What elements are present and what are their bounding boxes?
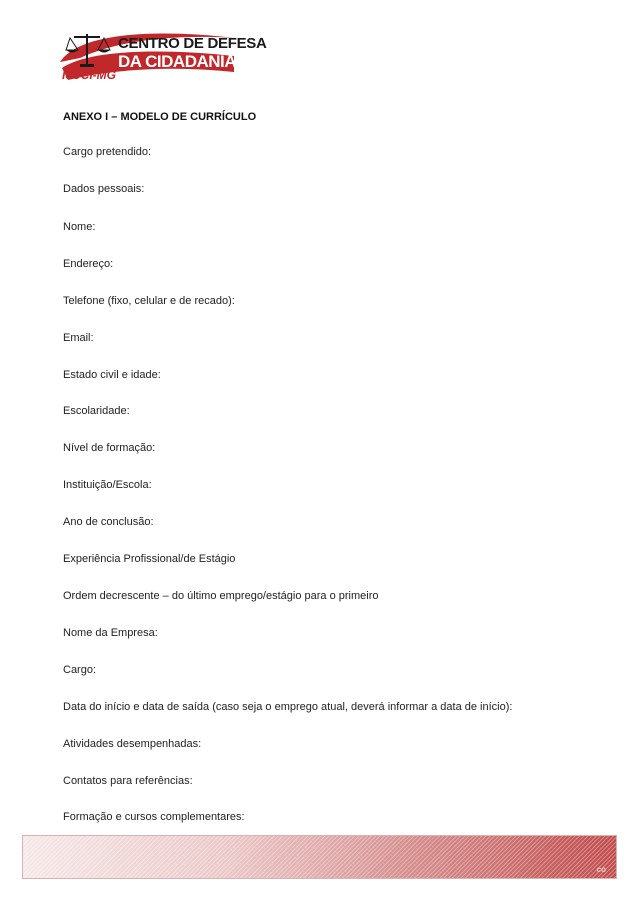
footer-banner bbox=[22, 835, 617, 879]
field-dados-pessoais: Dados pessoais: bbox=[63, 183, 145, 195]
field-datas: Data do início e data de saída (caso seja o emprego atual, deverá informar a data de início): bbox=[63, 701, 513, 713]
field-atividades: Atividades desempenhadas: bbox=[63, 738, 202, 750]
field-ano-conclusao: Ano de conclusão: bbox=[63, 516, 154, 528]
logo-title-line1: CENTRO DE DEFESA bbox=[118, 35, 267, 52]
document-heading: ANEXO I – MODELO DE CURRÍCULO bbox=[63, 111, 257, 123]
field-formacao: Formação e cursos complementares: bbox=[63, 811, 245, 823]
field-cargo-pretendido: Cargo pretendido: bbox=[63, 146, 152, 158]
field-endereco: Endereço: bbox=[63, 258, 114, 270]
logo-badge: IJUCI-MG bbox=[62, 68, 116, 82]
field-estado-civil: Estado civil e idade: bbox=[63, 369, 161, 381]
footer-mark: co bbox=[596, 865, 606, 874]
field-instituicao: Instituição/Escola: bbox=[63, 479, 152, 491]
field-contatos: Contatos para referências: bbox=[63, 775, 193, 787]
field-ordem: Ordem decrescente – do último emprego/estágio para o primeiro bbox=[63, 590, 379, 602]
field-escolaridade: Escolaridade: bbox=[63, 405, 130, 417]
logo-title-line2: DA CIDADANIA bbox=[118, 52, 237, 71]
field-nome: Nome: bbox=[63, 221, 96, 233]
field-cargo: Cargo: bbox=[63, 664, 97, 676]
field-nome-empresa: Nome da Empresa: bbox=[63, 627, 158, 639]
field-telefone: Telefone (fixo, celular e de recado): bbox=[63, 295, 235, 307]
organization-logo bbox=[58, 28, 267, 90]
field-experiencia: Experiência Profissional/de Estágio bbox=[63, 553, 236, 565]
field-nivel-formacao: Nível de formação: bbox=[63, 442, 156, 454]
field-email: Email: bbox=[63, 332, 94, 344]
